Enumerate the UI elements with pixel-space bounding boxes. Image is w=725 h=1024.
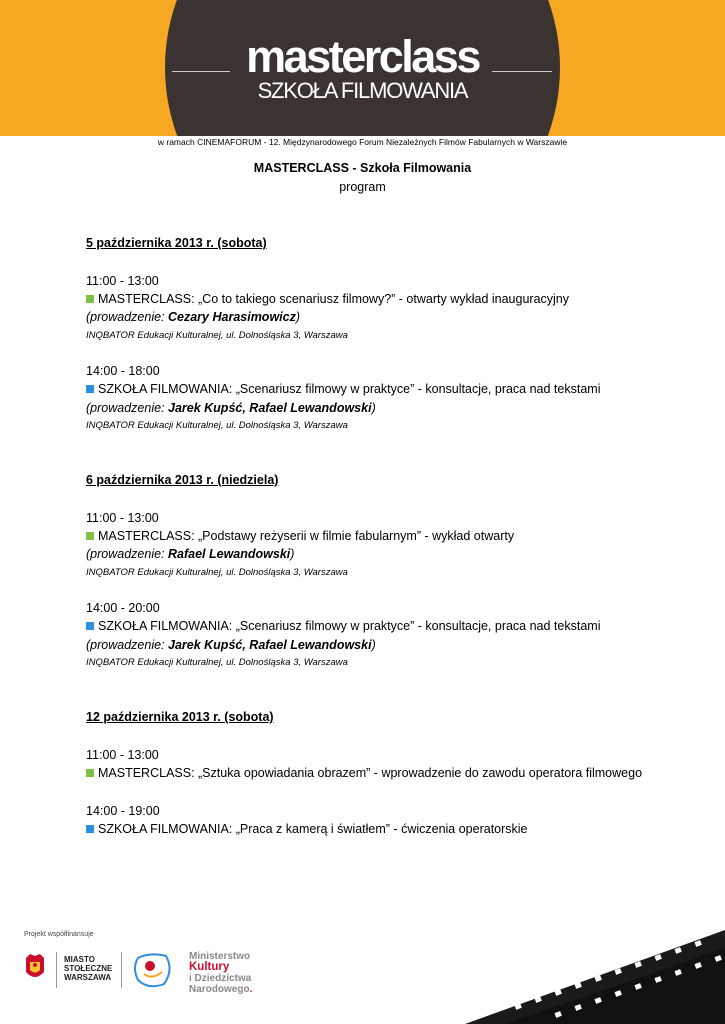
lead-prefix: (prowadzenie: <box>86 547 168 561</box>
session-title <box>86 292 569 306</box>
header-banner <box>0 0 725 136</box>
program-label: program <box>339 180 386 194</box>
session-lead <box>86 547 294 561</box>
lead-names: Jarek Kupść, Rafael Lewandowski <box>168 638 372 652</box>
session-title-text: MASTERCLASS: „Co to takiego scenariusz filmowy?” - otwarty wykład inauguracyjny <box>98 292 570 306</box>
culture-logo-icon <box>130 950 178 990</box>
ministry-line: Ministerstwo <box>189 951 251 962</box>
session-title <box>86 529 514 543</box>
school-marker-icon <box>86 622 94 630</box>
day-heading: 12 października 2013 r. (sobota) <box>86 710 274 724</box>
session-title <box>86 382 600 396</box>
session-lead <box>86 401 376 415</box>
ministry-line: i Dziedzictwa <box>189 973 252 984</box>
event-subtitle: w ramach CINEMAFORUM - 12. Międzynarodowego Forum Niezależnych Filmów Fabularnych w Warszawie <box>157 137 568 147</box>
session-title <box>86 619 600 633</box>
warsaw-crest-icon <box>24 952 46 982</box>
city-line: MIASTO <box>64 955 95 964</box>
school-marker-icon <box>86 385 94 393</box>
lead-names: Cezary Harasimowicz <box>168 310 296 324</box>
day-heading: 5 października 2013 r. (sobota) <box>86 236 267 250</box>
logo-subtitle: SZKOŁA FILMOWANIA <box>257 78 468 103</box>
lead-suffix: ) <box>371 401 376 415</box>
logo-title: masterclass <box>246 31 479 82</box>
ministry-line: Kultury <box>189 961 230 973</box>
footer-divider <box>56 952 57 988</box>
footer-divider <box>121 952 122 988</box>
lead-suffix: ) <box>290 547 295 561</box>
city-line: STOŁECZNE <box>64 964 113 973</box>
lead-prefix: (prowadzenie: <box>86 401 168 415</box>
ministry-dot: . <box>249 984 253 995</box>
masterclass-marker-icon <box>86 769 94 777</box>
session-lead <box>86 638 376 652</box>
session-lead <box>86 310 300 324</box>
session-title-text: SZKOŁA FILMOWANIA: „Scenariusz filmowy w praktyce” - konsultacje, praca nad tekstami <box>98 382 601 396</box>
session-title <box>86 822 528 836</box>
masterclass-marker-icon <box>86 295 94 303</box>
session-time: 11:00 - 13:00 <box>86 274 159 288</box>
ministry-logo-text <box>189 951 252 995</box>
session-time: 11:00 - 13:00 <box>86 748 159 762</box>
session-time: 11:00 - 13:00 <box>86 511 159 525</box>
session-title-text: SZKOŁA FILMOWANIA: „Scenariusz filmowy w praktyce” - konsultacje, praca nad tekstami <box>98 619 601 633</box>
session-title-text: MASTERCLASS: „Podstawy reżyserii w filmie fabularnym” - wykład otwarty <box>98 529 515 543</box>
lead-prefix: (prowadzenie: <box>86 638 168 652</box>
lead-prefix: (prowadzenie: <box>86 310 168 324</box>
session-time: 14:00 - 19:00 <box>86 804 160 818</box>
document-title: MASTERCLASS - Szkoła Filmowania <box>253 161 472 175</box>
city-line: WARSZAWA <box>64 973 112 982</box>
session-time: 14:00 - 20:00 <box>86 601 160 615</box>
session-venue: INQBATOR Edukacji Kulturalnej, ul. Dolnośląska 3, Warszawa <box>86 330 348 341</box>
lead-names: Jarek Kupść, Rafael Lewandowski <box>168 401 372 415</box>
session-title-text: MASTERCLASS: „Sztuka opowiadania obrazem” - wprowadzenie do zawodu operatora filmowego <box>98 766 643 780</box>
day-heading: 6 października 2013 r. (niedziela) <box>86 473 279 487</box>
lead-names: Rafael Lewandowski <box>168 547 291 561</box>
session-title <box>86 766 642 780</box>
session-title-text: SZKOŁA FILMOWANIA: „Praca z kamerą i światłem” - ćwiczenia operatorskie <box>98 822 528 836</box>
masterclass-marker-icon <box>86 532 94 540</box>
lead-suffix: ) <box>295 310 301 324</box>
session-venue: INQBATOR Edukacji Kulturalnej, ul. Dolnośląska 3, Warszawa <box>86 420 348 431</box>
school-marker-icon <box>86 825 94 833</box>
session-venue: INQBATOR Edukacji Kulturalnej, ul. Dolnośląska 3, Warszawa <box>86 567 348 578</box>
lead-suffix: ) <box>371 638 376 652</box>
cofinance-label: Projekt współfinansuje <box>24 931 94 938</box>
session-venue: INQBATOR Edukacji Kulturalnej, ul. Dolnośląska 3, Warszawa <box>86 657 348 668</box>
city-logo-text <box>64 955 112 982</box>
session-time: 14:00 - 18:00 <box>86 364 160 378</box>
ministry-line: Narodowego <box>189 984 250 995</box>
filmstrip-decoration-icon <box>445 900 725 1024</box>
